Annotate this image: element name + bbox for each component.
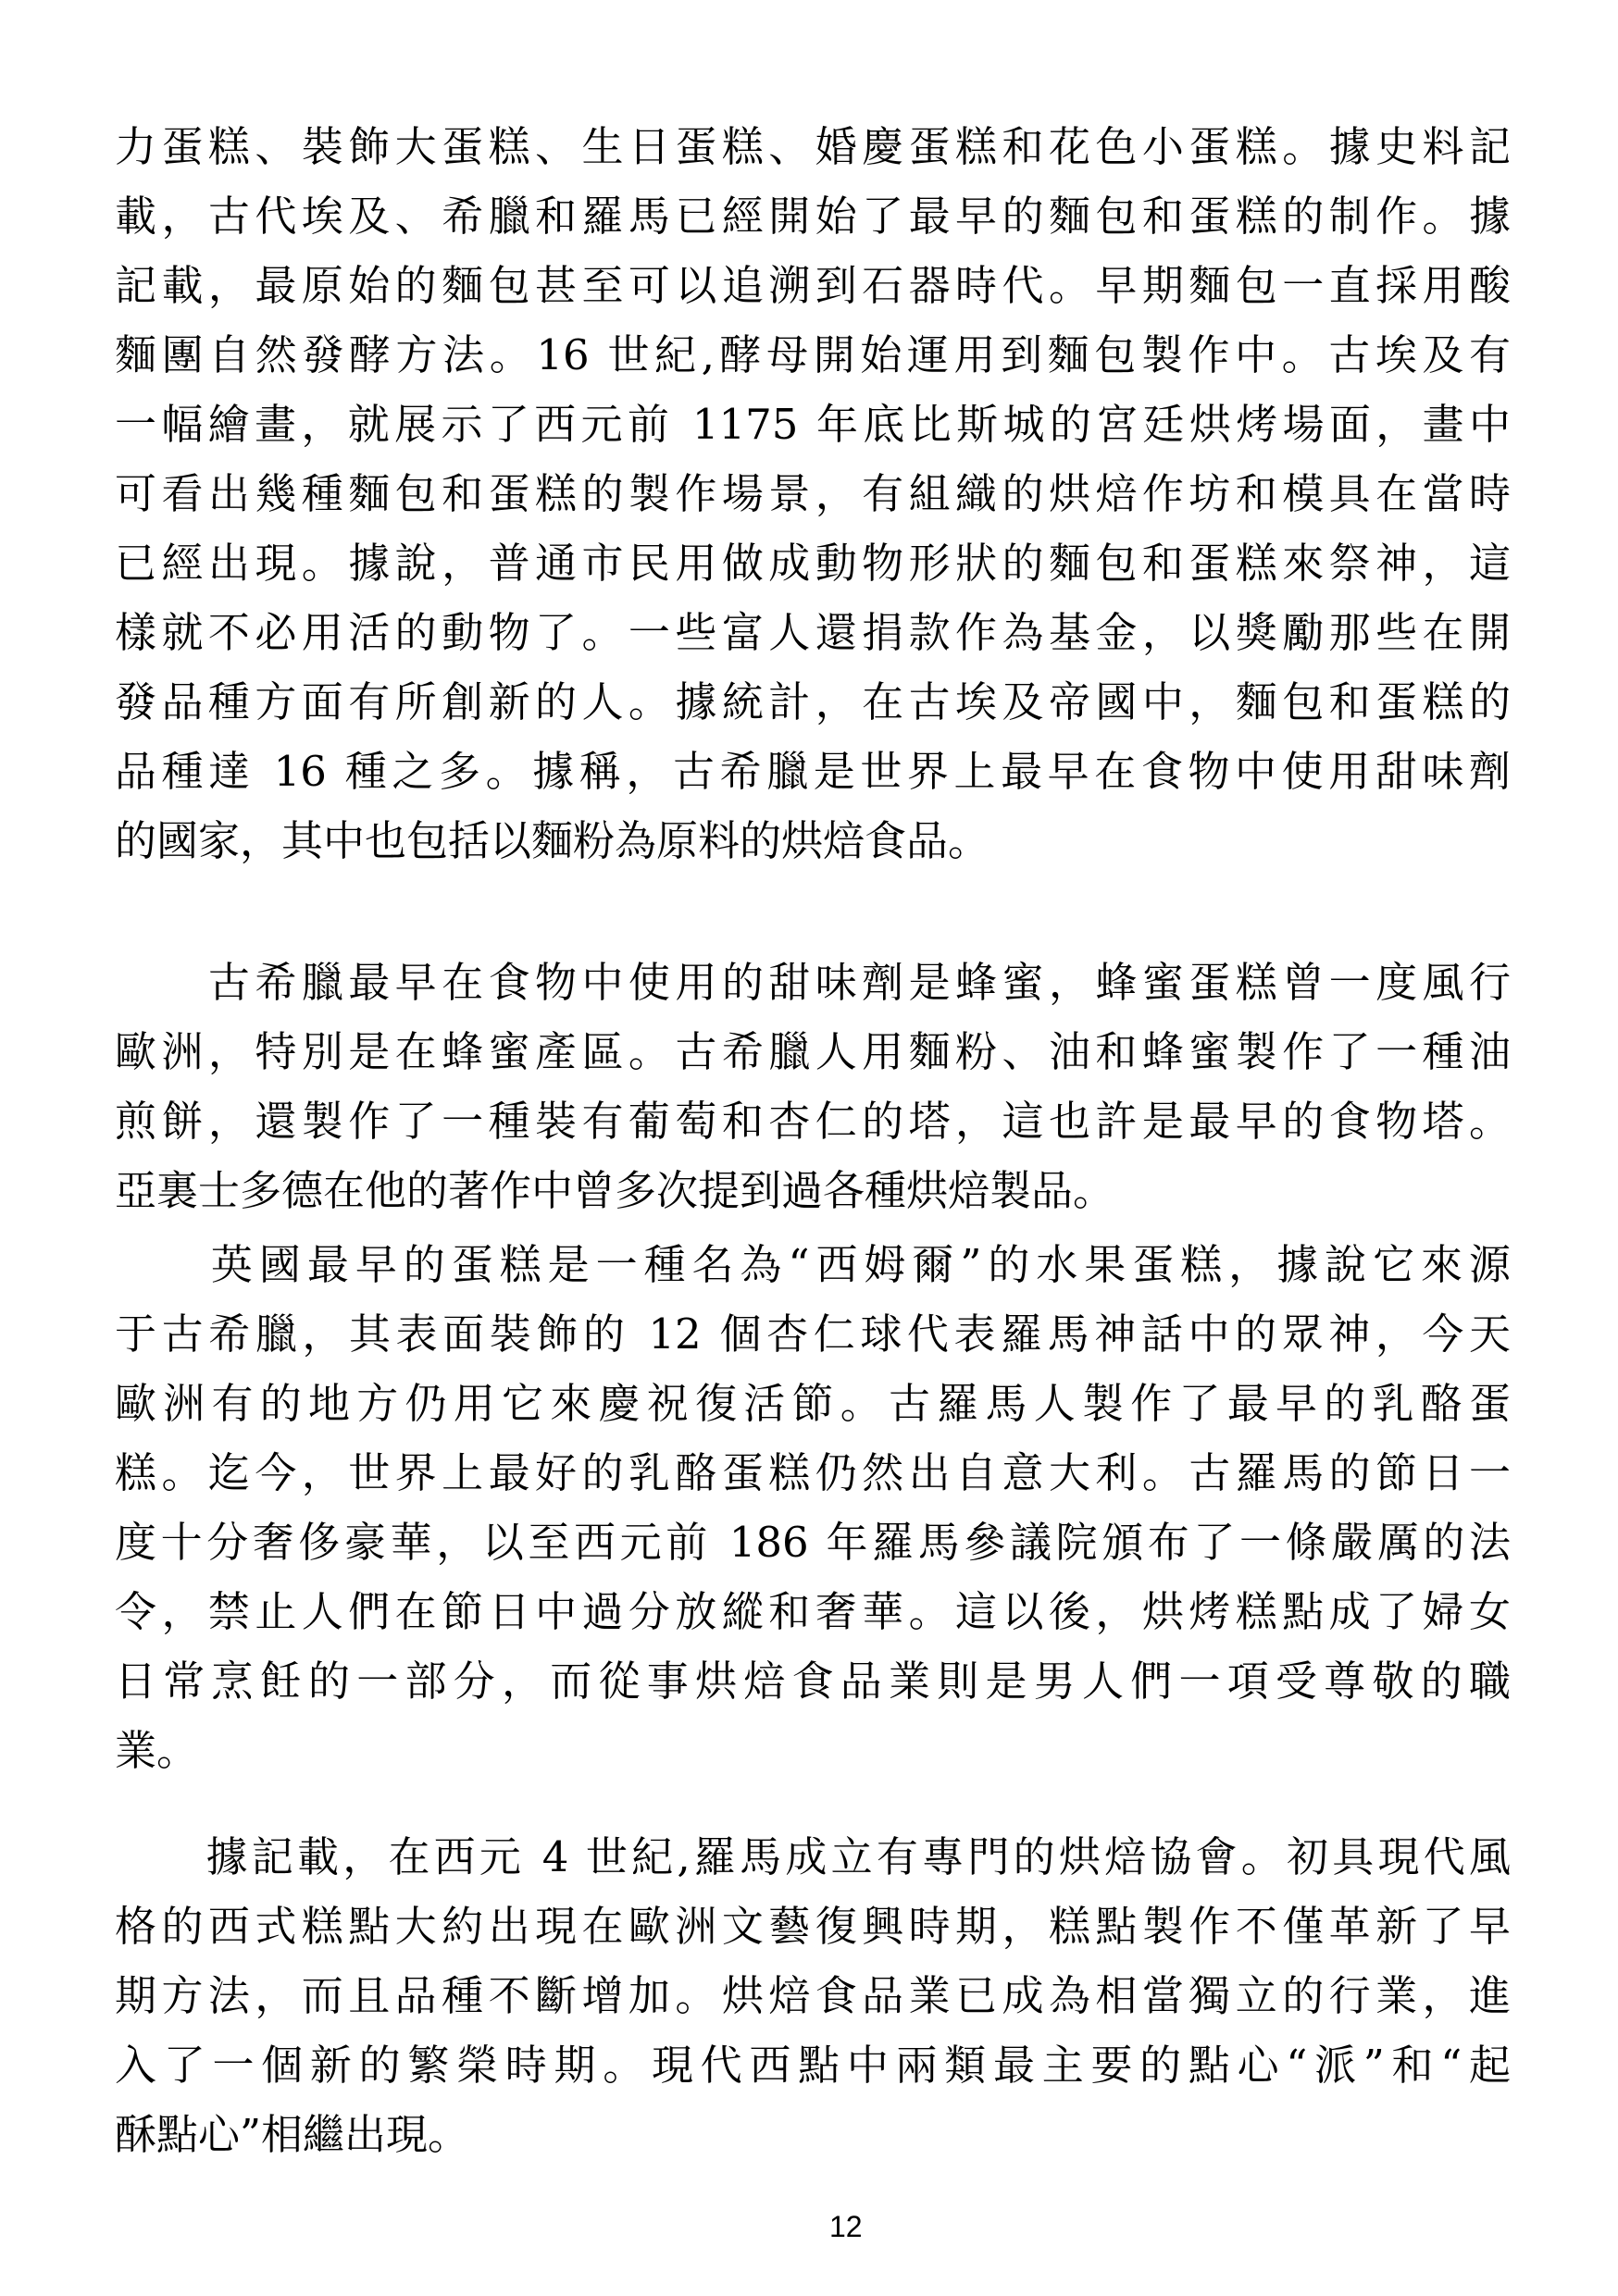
text-line: 英國最早的蛋糕是一種名為“西姆爾”的水果蛋糕，據說它來源 (115, 1240, 1511, 1289)
text-line: 業。 (115, 1726, 199, 1775)
text-line: 期方法，而且品種不斷增加。烘焙食品業已成為相當獨立的行業，進 (115, 1971, 1511, 2020)
text-line: 載，古代埃及、希臘和羅馬已經開始了最早的麵包和蛋糕的制作。據 (115, 192, 1511, 241)
text-line: 日常烹飪的一部分，而從事烘焙食品業則是男人們一項受尊敬的職 (115, 1657, 1511, 1706)
text-line: 酥點心”相繼出現。 (115, 2110, 470, 2159)
text-line: 記載，最原始的麵包甚至可以追溯到石器時代。早期麵包一直採用酸 (115, 261, 1511, 310)
text-line: 令，禁止人們在節日中過分放縱和奢華。這以後，烘烤糕點成了婦女 (115, 1587, 1511, 1636)
text-line: 于古希臘，其表面裝飾的 12 個杏仁球代表羅馬神話中的眾神，今天 (115, 1309, 1511, 1359)
text-line: 樣就不必用活的動物了。一些富人還捐款作為基金，以獎勵那些在開 (115, 608, 1511, 657)
paragraph-4 (115, 1822, 1511, 2169)
paragraph-3 (115, 1230, 1511, 1785)
text-line: 入了一個新的繁榮時期。現代西點中兩類最主要的點心“派”和“起 (115, 2041, 1511, 2090)
text-line: 古希臘最早在食物中使用的甜味劑是蜂蜜，蜂蜜蛋糕曾一度風行 (115, 958, 1511, 1007)
text-line: 麵團自然發酵方法。16 世紀,酵母開始運用到麵包製作中。古埃及有 (115, 330, 1511, 379)
text-line: 發品種方面有所創新的人。據統計，在古埃及帝國中，麵包和蛋糕的 (115, 677, 1511, 726)
text-line: 格的西式糕點大約出現在歐洲文藝復興時期，糕點製作不僅革新了早 (115, 1902, 1511, 1951)
text-line: 品種達 16 種之多。據稱，古希臘是世界上最早在食物中使用甜味劑 (115, 747, 1511, 796)
text-line: 歐洲，特別是在蜂蜜產區。古希臘人用麵粉、油和蜂蜜製作了一種油 (115, 1027, 1511, 1076)
page-number: 12 (829, 2210, 863, 2243)
text-line: 可看出幾種麵包和蛋糕的製作場景，有組織的烘焙作坊和模具在當時 (115, 469, 1511, 518)
text-line: 力蛋糕、裝飾大蛋糕、生日蛋糕、婚慶蛋糕和花色小蛋糕。據史料記 (115, 122, 1511, 171)
text-line: 度十分奢侈豪華，以至西元前 186 年羅馬參議院頒布了一條嚴厲的法 (115, 1518, 1511, 1567)
text-line: 歐洲有的地方仍用它來慶祝復活節。古羅馬人製作了最早的乳酪蛋 (115, 1379, 1511, 1428)
text-line: 煎餅，還製作了一種裝有葡萄和杏仁的塔，這也許是最早的食物塔。 (115, 1097, 1511, 1146)
text-line: 的國家，其中也包括以麵粉為原料的烘焙食品。 (115, 816, 990, 865)
text-line: 糕。迄今，世界上最好的乳酪蛋糕仍然出自意大利。古羅馬的節日一 (115, 1448, 1511, 1497)
text-line: 亞裏士多德在他的著作中曾多次提到過各種烘焙製品。 (115, 1166, 1115, 1215)
text-line: 已經出現。據說，普通市民用做成動物形狀的麵包和蛋糕來祭神，這 (115, 539, 1511, 588)
paragraph-2 (115, 948, 1511, 1225)
paragraph-1 (115, 112, 1511, 875)
text-line: 一幅繪畫，就展示了西元前 1175 年底比斯城的宮廷烘烤場面，畫中 (115, 400, 1511, 449)
text-line: 據記載，在西元 4 世紀,羅馬成立有專門的烘焙協會。初具現代風 (115, 1832, 1511, 1881)
